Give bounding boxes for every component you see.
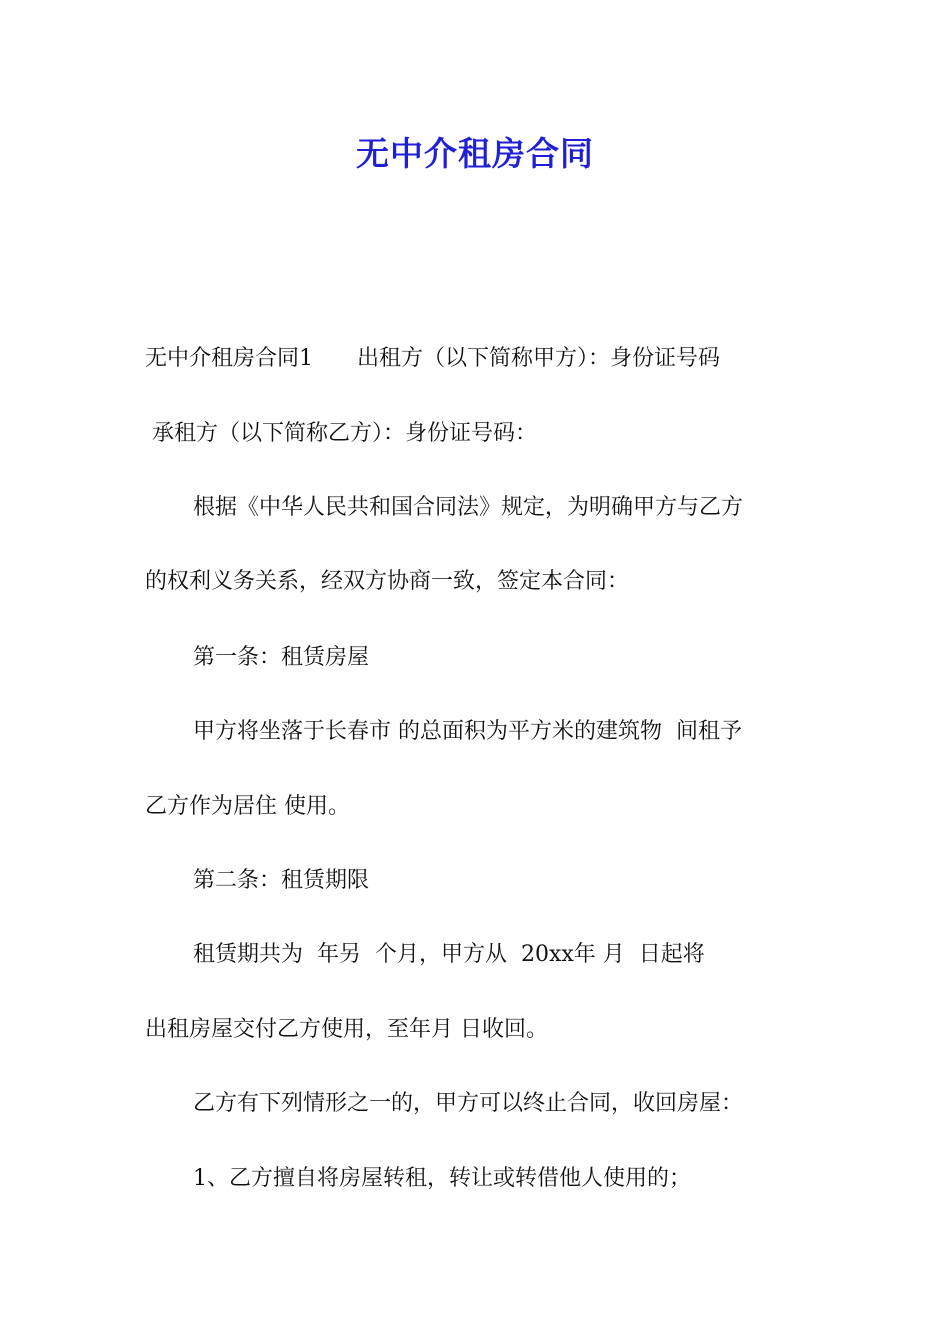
- contract-preamble-line-1: 根据《中华人民共和国合同法》规定，为明确甲方与乙方: [193, 495, 744, 520]
- contract-party-lessor: 无中介租房合同1 出租方（以下简称甲方）：身份证号码: [145, 346, 720, 371]
- article-2-heading: 第二条：租赁期限: [193, 868, 370, 893]
- article-2-body-line-2: 出租房屋交付乙方使用，至年月 日收回。: [145, 1017, 548, 1042]
- article-1-body-line-1: 甲方将坐落于长春市 的总面积为平方米的建筑物 间租予: [193, 719, 742, 744]
- termination-clause-intro: 乙方有下列情形之一的，甲方可以终止合同，收回房屋：: [193, 1091, 744, 1116]
- article-2-body-line-1: 租赁期共为 年另 个月，甲方从 20xx年 月 日起将: [193, 942, 705, 967]
- article-1-heading: 第一条：租赁房屋: [193, 645, 370, 670]
- termination-clause-item-1: 1、乙方擅自将房屋转租，转让或转借他人使用的；: [193, 1166, 691, 1191]
- contract-party-lessee: 承租方（以下简称乙方）：身份证号码：: [145, 421, 537, 446]
- document-title: 无中介租房合同: [356, 134, 594, 173]
- article-1-body-line-2: 乙方作为居住 使用。: [145, 794, 350, 819]
- contract-preamble-line-2: 的权利义务关系，经双方协商一致，签定本合同：: [145, 569, 630, 594]
